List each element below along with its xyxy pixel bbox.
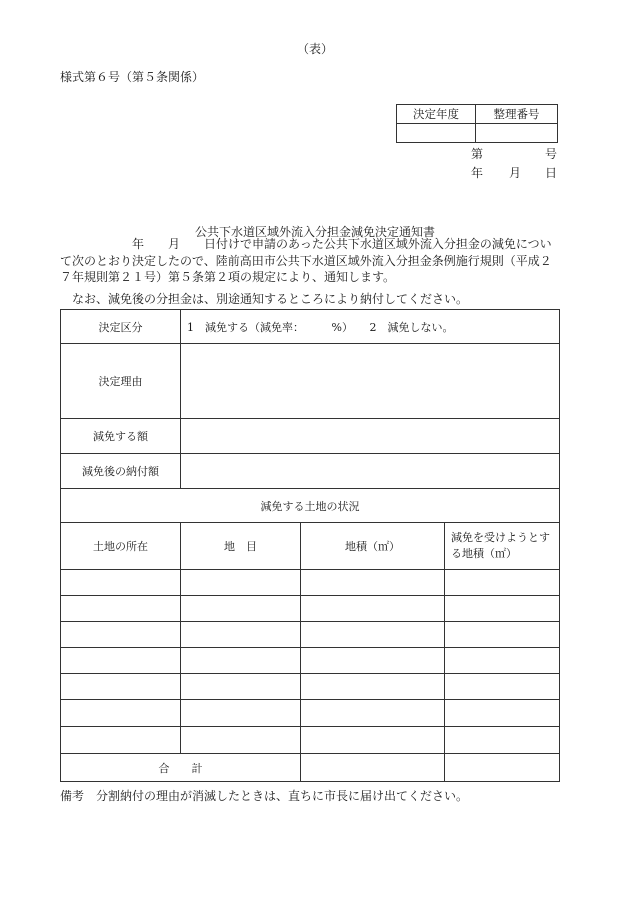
serial-number-header: 整理番号	[476, 105, 558, 124]
table-row	[61, 700, 560, 727]
cell-reduced-area	[445, 700, 560, 727]
number-prefix: 第	[471, 147, 484, 161]
cell-location	[61, 648, 181, 674]
payment-note-paragraph: なお、減免後の分担金は、別途通知するところにより納付してください。	[72, 292, 469, 306]
cell-land-category	[181, 596, 301, 622]
reduction-amount-label: 減免する額	[61, 419, 181, 454]
table-row	[61, 727, 560, 754]
cell-area	[301, 570, 445, 596]
remark-note: 備考 分割納付の理由が消滅したときは、直ちに市長に届け出てください。	[60, 789, 469, 803]
notice-paragraph: 年 月 日付けで申請のあった公共下水道区域外流入分担金の減免について次のとおり決定したので、陸前高田市公共下水道区域外流入分担金条例施行規則（平成２７年規則第２１号）第５条第２項の規定により、通知します。	[60, 237, 552, 284]
column-header-land-category: 地 目	[181, 523, 301, 570]
cell-location	[61, 570, 181, 596]
payment-after-label: 減免後の納付額	[61, 454, 181, 489]
cell-area	[301, 596, 445, 622]
cell-land-category	[181, 674, 301, 700]
reduction-amount-value	[181, 419, 560, 454]
table-row	[61, 674, 560, 700]
cell-land-category	[181, 700, 301, 727]
cell-land-category	[181, 570, 301, 596]
cell-location	[61, 622, 181, 648]
table-row	[61, 622, 560, 648]
cell-land-category	[181, 622, 301, 648]
column-header-reduced-area: 減免を受けようとする地積（㎡）	[445, 523, 560, 570]
cell-reduced-area	[445, 674, 560, 700]
land-section-title: 減免する土地の状況	[61, 489, 560, 523]
table-row	[61, 570, 560, 596]
cell-reduced-area	[445, 570, 560, 596]
date-month: 月	[509, 166, 522, 180]
cell-area	[301, 674, 445, 700]
decision-table	[60, 309, 560, 782]
cell-location	[61, 674, 181, 700]
date-year: 年	[471, 166, 484, 180]
total-area-value	[301, 754, 445, 782]
reference-box	[396, 104, 558, 143]
cell-reduced-area	[445, 727, 560, 754]
cell-reduced-area	[445, 596, 560, 622]
cell-reduced-area	[445, 648, 560, 674]
decision-value: 1 減免する（減免率： %） 2 減免しない。	[181, 310, 560, 344]
table-row	[61, 648, 560, 674]
total-reduced-area-value	[445, 754, 560, 782]
side-label: （表）	[296, 42, 333, 56]
payment-after-value	[181, 454, 560, 489]
cell-location	[61, 727, 181, 754]
fiscal-year-value	[397, 124, 476, 143]
form-number: 様式第６号（第５条関係）	[60, 70, 205, 84]
column-header-area: 地積（㎡）	[301, 523, 445, 570]
total-label: 合 計	[61, 754, 301, 782]
table-row	[61, 596, 560, 622]
reason-value	[181, 344, 560, 419]
cell-land-category	[181, 648, 301, 674]
cell-area	[301, 622, 445, 648]
decision-label: 決定区分	[61, 310, 181, 344]
number-suffix: 号	[544, 147, 557, 161]
cell-area	[301, 727, 445, 754]
serial-number-value	[476, 124, 558, 143]
document-title: 公共下水道区域外流入分担金減免決定通知書	[194, 225, 435, 239]
column-header-location: 土地の所在	[61, 523, 181, 570]
cell-location	[61, 596, 181, 622]
cell-area	[301, 648, 445, 674]
cell-land-category	[181, 727, 301, 754]
fiscal-year-header: 決定年度	[397, 105, 476, 124]
cell-area	[301, 700, 445, 727]
reason-label: 決定理由	[61, 344, 181, 419]
cell-location	[61, 700, 181, 727]
date-day: 日	[544, 166, 557, 180]
cell-reduced-area	[445, 622, 560, 648]
